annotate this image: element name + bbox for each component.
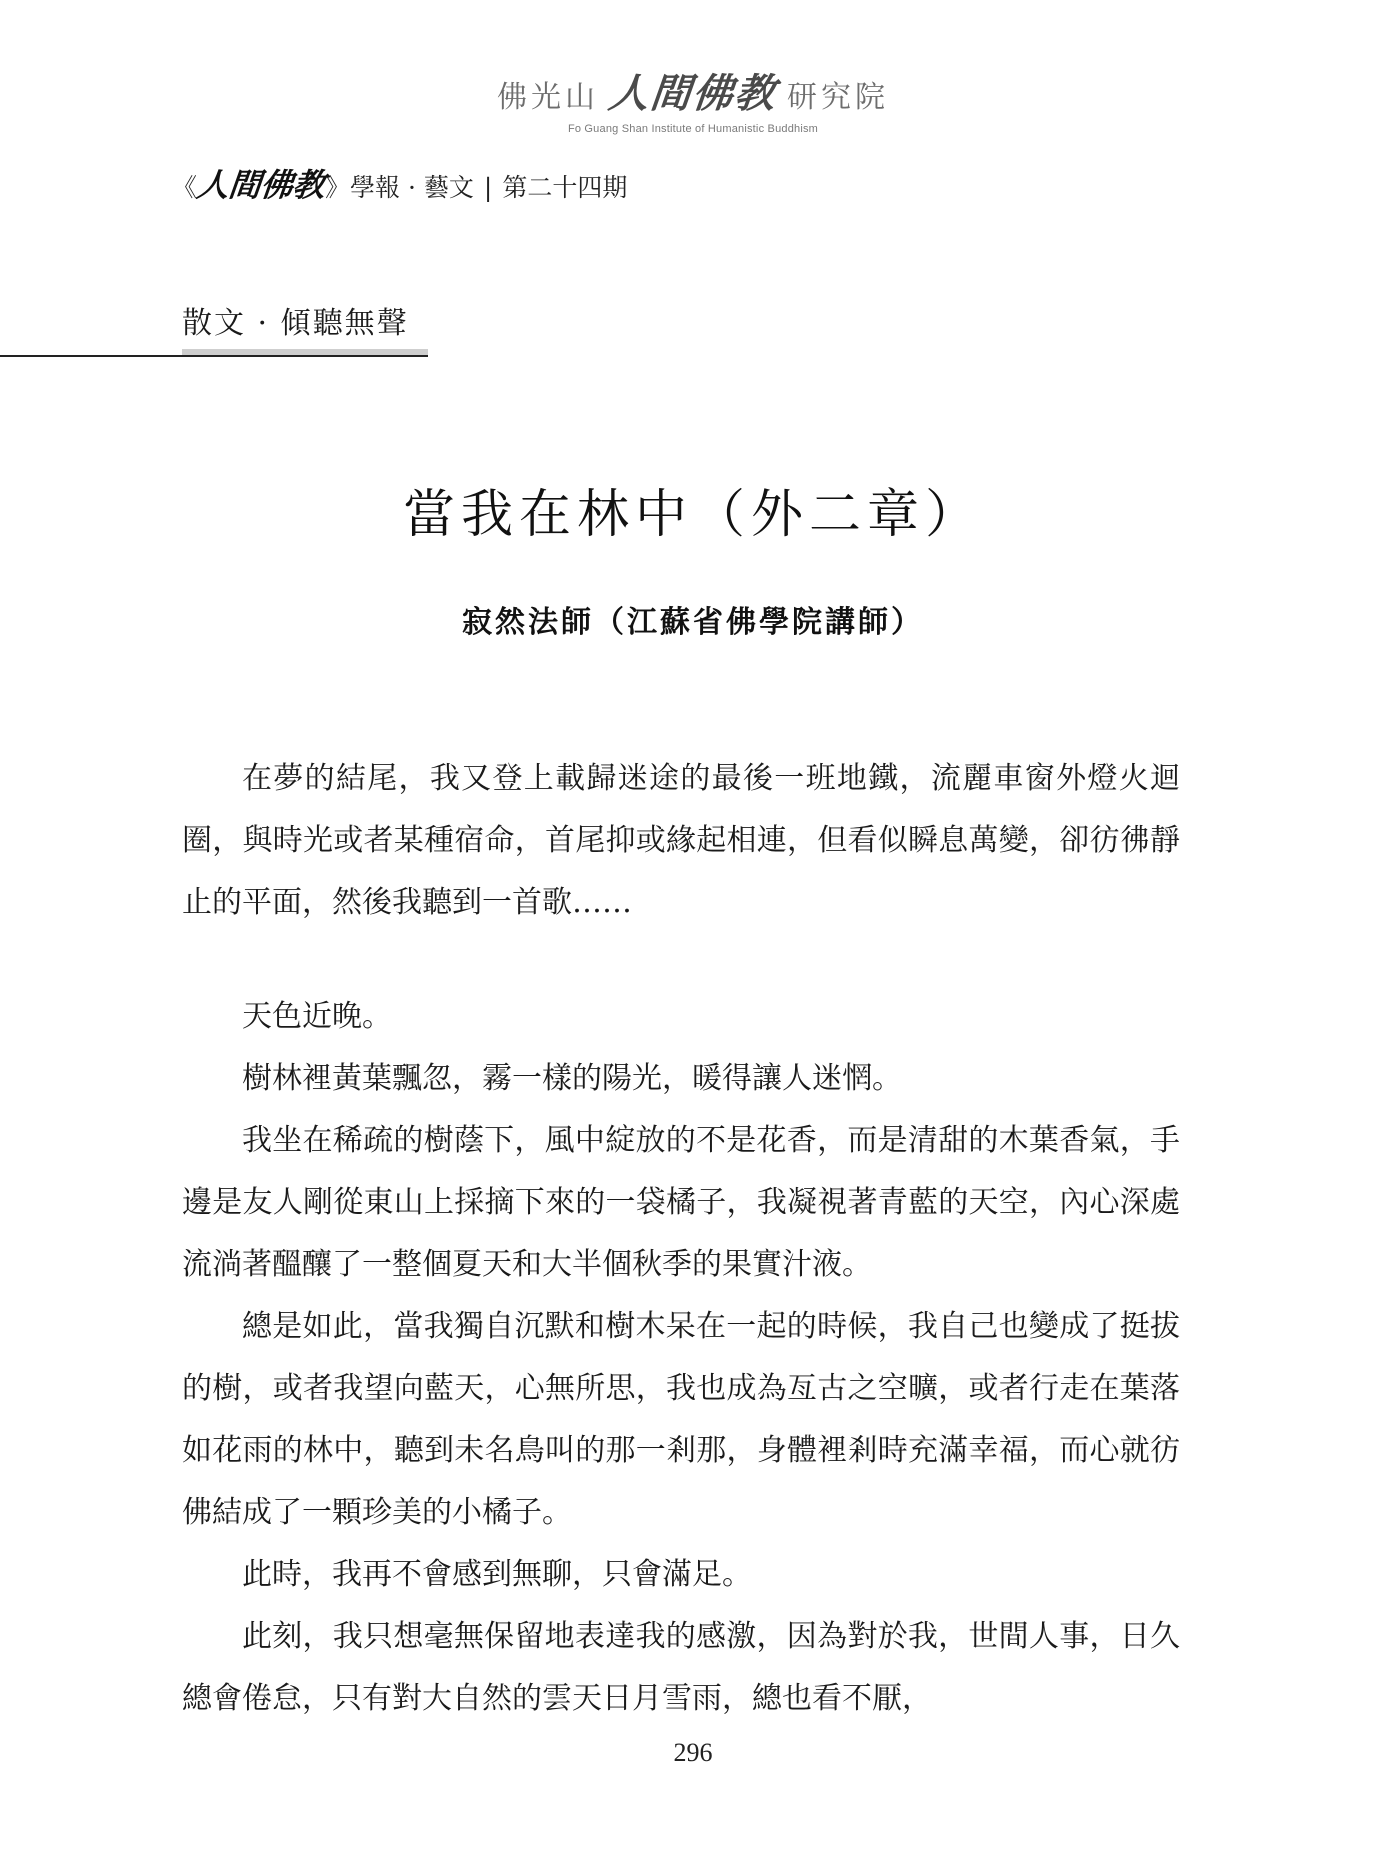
- section-label: 散文 · 傾聽無聲: [182, 306, 409, 341]
- journal-issue: 第二十四期: [502, 173, 628, 202]
- page-number: 296: [673, 1738, 713, 1767]
- journal-header: [172, 160, 627, 206]
- journal-name: 學報 · 藝文: [350, 173, 474, 202]
- journal-open-bracket: 《: [172, 173, 198, 202]
- institute-suffix: 研究院: [787, 80, 889, 115]
- institute-logo: 人間佛教: [606, 70, 780, 117]
- body-paragraph: 總是如此，當我獨自沉默和樹木呆在一起的時候，我自己也變成了挺拔的樹，或者我望向藍天，心無所思，我也成為亙古之空曠，或者行走在葉落如花雨的林中，聽到未名鳥叫的那一剎那，身體裡剎時充滿幸福，而心就彷佛結成了一顆珍美的小橘子。: [182, 1309, 1180, 1530]
- institute-header: [0, 62, 1386, 135]
- article-author: 寂然法師（江蘇省佛學院講師）: [462, 605, 924, 640]
- intro-paragraph: 在夢的結尾，我又登上載歸迷途的最後一班地鐵，流麗車窗外燈火迴圈，與時光或者某種宿命，首尾抑或緣起相連，但看似瞬息萬變，卻彷彿靜止的平面，然後我聽到一首歌……: [182, 761, 1180, 920]
- article-body: [182, 748, 1180, 1730]
- section-divider: [0, 355, 428, 357]
- body-paragraph: 天色近晚。: [242, 999, 392, 1034]
- body-paragraph: 我坐在稀疏的樹蔭下，風中綻放的不是花香，而是清甜的木葉香氣，手邊是友人剛從東山上採摘下來的一袋橘子，我凝視著青藍的天空，內心深處流淌著醞釀了一整個夏天和大半個秋季的果實汁液。: [182, 1123, 1180, 1282]
- paragraph-gap: [182, 934, 1180, 986]
- journal-close-bracket: 》: [325, 173, 351, 202]
- journal-logo: 人間佛教: [194, 166, 327, 204]
- body-paragraph: 此時，我再不會感到無聊，只會滿足。: [242, 1557, 752, 1592]
- journal-separator: |: [483, 173, 493, 202]
- body-paragraph: 樹林裡黃葉飄忽，霧一樣的陽光，暖得讓人迷惘。: [242, 1061, 902, 1096]
- institute-english-name: Fo Guang Shan Institute of Humanistic Buddhism: [567, 123, 819, 135]
- article-title: 當我在林中（外二章）: [402, 485, 983, 545]
- institute-prefix: 佛光山: [497, 80, 599, 115]
- institute-name: [497, 62, 889, 119]
- body-paragraph: 此刻，我只想毫無保留地表達我的感激，因為對於我，世間人事，日久總會倦怠，只有對大自然的雲天日月雪雨，總也看不厭，: [182, 1619, 1180, 1716]
